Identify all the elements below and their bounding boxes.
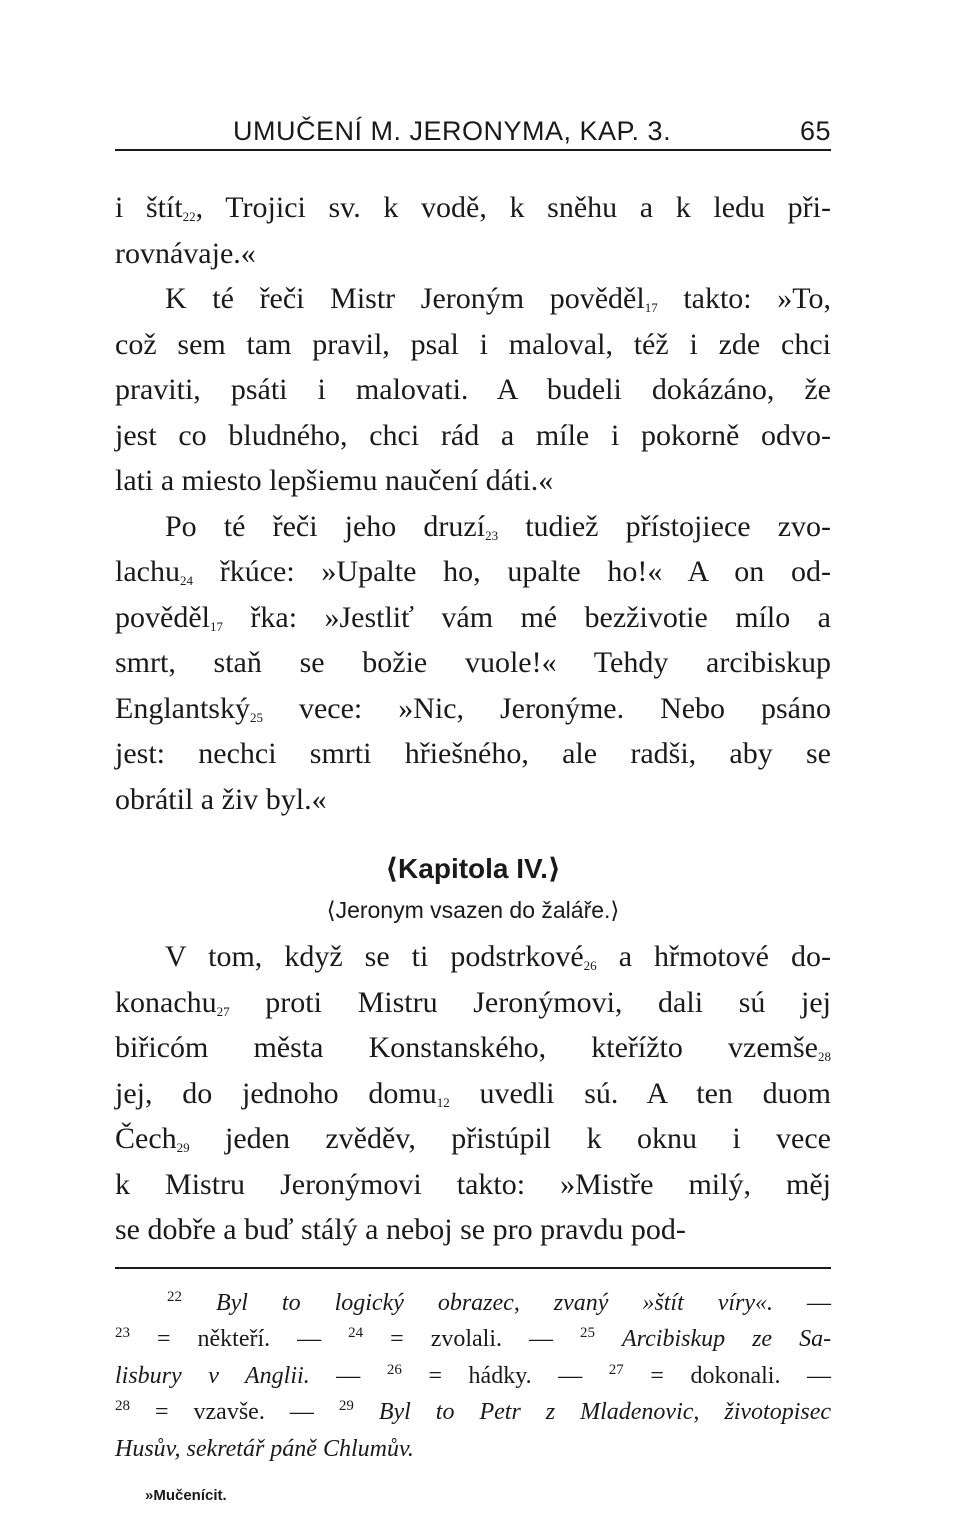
header-rule bbox=[115, 149, 831, 151]
text-line bbox=[115, 1116, 831, 1162]
text-segment: smrt, staň se božie vuole!« Tehdy arcibiskup bbox=[115, 646, 831, 679]
text-segment: se dobře a buď stálý a neboj se pro pravdu pod- bbox=[115, 1213, 686, 1246]
footnote-23: = někteří. bbox=[157, 1326, 271, 1352]
text-line bbox=[115, 504, 831, 550]
footnote-dash: — bbox=[807, 1362, 832, 1389]
footnote-line bbox=[115, 1321, 831, 1358]
text-segment: jej, do jednoho domu bbox=[115, 1076, 437, 1110]
note-reference: 25 bbox=[250, 709, 263, 725]
text-line bbox=[115, 367, 831, 413]
paragraph-3 bbox=[115, 504, 831, 823]
text-line bbox=[115, 731, 831, 777]
footnote-line bbox=[115, 1285, 831, 1322]
text-segment: proti Mistru Jeronýmovi, dali sú jej bbox=[229, 985, 831, 1019]
text-segment: k Mistru Jeronýmovi takto: »Mistře milý, měj bbox=[115, 1167, 831, 1201]
note-reference: 26 bbox=[583, 958, 597, 973]
footnote-26: = hádky. bbox=[428, 1362, 532, 1389]
text-line bbox=[115, 595, 831, 641]
text-line bbox=[115, 980, 831, 1026]
chapter-subtitle: ⟨Jeronym vsazen do žaláře.⟩ bbox=[326, 897, 620, 923]
text-line bbox=[115, 777, 831, 823]
footnote-29-cont: Husův, sekretář páně Chlumův. bbox=[115, 1435, 414, 1462]
footnote-24: = zvolali. bbox=[390, 1326, 503, 1352]
text-segment: lachu bbox=[115, 555, 180, 588]
text-line bbox=[115, 231, 831, 277]
text-segment: biřicóm města Konstanského, kteřížto vzemše bbox=[115, 1031, 818, 1064]
text-segment: což sem tam pravil, psal i maloval, též i zde chci bbox=[115, 327, 831, 361]
footnote-25-cont: lisbury v Anglii. bbox=[115, 1362, 310, 1389]
note-reference: 28 bbox=[818, 1049, 831, 1064]
text-segment: tudiež přístojiece zvo- bbox=[498, 509, 831, 543]
note-reference: 24 bbox=[179, 573, 193, 588]
text-line bbox=[115, 934, 831, 980]
footnote-29: Byl to Petr z Mladenovic, životopisec bbox=[378, 1399, 832, 1425]
body-text bbox=[115, 185, 831, 1253]
note-reference: 23 bbox=[485, 527, 499, 543]
text-segment: uvedli sú. A ten duom bbox=[449, 1076, 831, 1110]
note-reference: 17 bbox=[644, 300, 658, 315]
footnote-dash: — bbox=[289, 1399, 314, 1425]
page-number: 65 bbox=[799, 116, 831, 146]
note-reference: 22 bbox=[182, 209, 196, 224]
footnote-number: 29 bbox=[338, 1398, 354, 1414]
paragraph-2 bbox=[115, 276, 831, 504]
book-page bbox=[115, 112, 831, 1504]
footnote-line bbox=[115, 1394, 831, 1431]
text-segment: vece: »Nic, Jeronýme. Nebo psáno bbox=[263, 691, 831, 725]
running-header bbox=[115, 112, 831, 154]
text-segment: jest: nechci smrti hřiešného, ale radši, aby se bbox=[115, 737, 831, 770]
text-line bbox=[115, 1207, 831, 1253]
text-line bbox=[115, 1025, 831, 1071]
footnote-number: 24 bbox=[348, 1325, 364, 1341]
footnote-number: 27 bbox=[608, 1361, 624, 1378]
text-segment: a hřmotové do- bbox=[596, 940, 831, 973]
text-line bbox=[115, 276, 831, 322]
text-line bbox=[115, 458, 831, 504]
text-segment: Englantský bbox=[115, 691, 250, 725]
footnotes bbox=[115, 1285, 831, 1468]
text-segment: praviti, psáti i malovati. A budeli dokázáno, že bbox=[115, 373, 831, 406]
text-line bbox=[115, 640, 831, 686]
footnote-dash: — bbox=[558, 1362, 583, 1389]
text-segment: V tom, když se ti podstrkové bbox=[165, 940, 584, 973]
text-line bbox=[115, 1162, 831, 1208]
footnote-25: Arcibiskup ze Sa- bbox=[622, 1326, 832, 1352]
text-segment: pověděl bbox=[115, 600, 210, 634]
footnote-dash: — bbox=[529, 1326, 554, 1352]
text-segment: obrátil a živ byl.« bbox=[115, 782, 327, 816]
footnote-28: = vzavše. bbox=[155, 1399, 265, 1425]
text-segment: takto: »To, bbox=[657, 282, 831, 315]
text-segment: jest co bludného, chci rád a míle i pokorně odvo- bbox=[115, 418, 831, 452]
footnote-line bbox=[115, 1358, 831, 1395]
text-segment: , Trojici sv. k vodě, k sněhu a k ledu při- bbox=[195, 191, 832, 224]
text-segment: rovnávaje.« bbox=[115, 236, 256, 270]
text-segment: řkúce: »Upalte ho, upalte ho!« A on od- bbox=[192, 555, 831, 588]
text-line bbox=[115, 322, 831, 368]
text-segment: Čech bbox=[115, 1122, 177, 1155]
text-segment: řka: »Jestliť vám mé bezživotie mílo a bbox=[222, 600, 831, 634]
footnote-dash: — bbox=[336, 1362, 361, 1389]
footnote-27: = dokonali. bbox=[650, 1362, 781, 1389]
footnote-number: 26 bbox=[386, 1361, 402, 1378]
footnote-dash: — bbox=[807, 1289, 832, 1316]
text-segment: jeden zvěděv, přistúpil k oknu i vece bbox=[189, 1122, 831, 1155]
text-segment: K té řeči Mistr Jeroným pověděl bbox=[165, 282, 645, 315]
note-reference: 12 bbox=[436, 1094, 450, 1110]
footnote-rule bbox=[115, 1267, 831, 1269]
text-line bbox=[115, 1071, 831, 1117]
text-line bbox=[115, 686, 831, 732]
footnote-number: 25 bbox=[580, 1325, 596, 1341]
footnote-line bbox=[115, 1431, 831, 1468]
paragraph-4 bbox=[115, 934, 831, 1253]
note-reference: 29 bbox=[176, 1140, 190, 1155]
printer-signature: »Mučenícit. bbox=[145, 1487, 227, 1504]
footnote-number: 28 bbox=[115, 1398, 130, 1414]
footnote-22: Byl to logický obrazec, zvaný »štít víry«. bbox=[215, 1289, 774, 1316]
text-segment: lati a miesto lepšiemu naučení dáti.« bbox=[115, 464, 554, 497]
note-reference: 17 bbox=[209, 618, 223, 634]
text-segment: i štít bbox=[115, 191, 183, 224]
chapter-heading: ⟨Kapitola IV.⟩ bbox=[385, 853, 561, 884]
text-line bbox=[115, 413, 831, 459]
note-reference: 27 bbox=[216, 1003, 230, 1019]
footnote-number: 22 bbox=[167, 1288, 182, 1305]
footnote-dash: — bbox=[297, 1326, 322, 1352]
text-segment: konachu bbox=[115, 985, 217, 1019]
text-line bbox=[115, 185, 831, 231]
text-segment: Po té řeči jeho druzí bbox=[165, 509, 486, 543]
paragraph-1 bbox=[115, 185, 831, 276]
footnote-number: 23 bbox=[115, 1325, 130, 1341]
text-line bbox=[115, 549, 831, 595]
running-title: UMUČENÍ M. JERONYMA, KAP. 3. bbox=[233, 116, 672, 146]
